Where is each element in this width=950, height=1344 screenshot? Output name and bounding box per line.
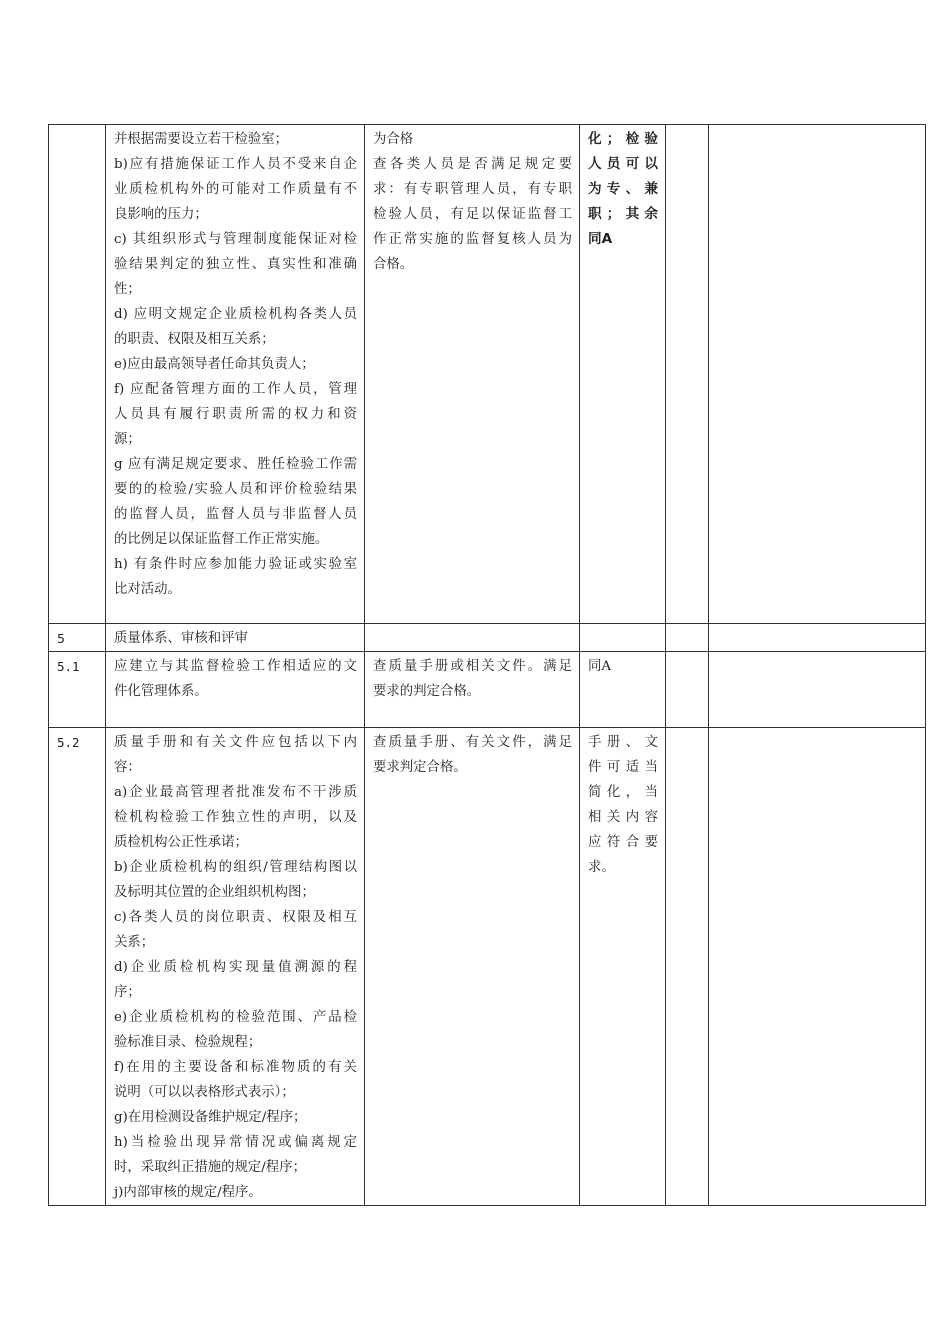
item-number-cell — [49, 125, 106, 624]
table-row — [49, 728, 926, 1206]
table-row — [49, 125, 926, 624]
remark-cell — [709, 728, 926, 1206]
note-cell — [580, 624, 666, 652]
requirement-cell: 质量手册和有关文件应包括以下内 容： a)企业最高管理者批准发布不干涉质 检机构检验工作独立性的声明，以及 质检机构公正性承诺； b)企业质检机构的组织/管理结构图以 及标明其位置的企业组织机构图； c)各类人员的岗位职责、权限及相互 关系； d)企业质检机构实现量值溯源的程 序； e)企业质检机构的检验范围、产品检 验标准目录、检验规程； f)在用的主要设备和标准物质的有关 说明（可以以表格形式表示）； g)在用检测设备维护规定/程序； h)当检验出现异常情况或偏离规定 时，采取纠正措施的规定/程序； j)内部审核的规定/程序。 — [106, 728, 365, 1206]
method-cell: 为合格 查各类人员是否满足规定要 求：有专职管理人员，有专职 检验人员，有足以保证监督工 作正常实施的监督复核人员为 合格。 — [365, 125, 580, 624]
item-number-cell: 5.2 — [49, 728, 106, 1206]
method-cell — [365, 624, 580, 652]
requirement-cell: 并根据需要设立若干检验室； b)应有措施保证工作人员不受来自企 业质检机构外的可能对工作质量有不 良影响的压力； c) 其组织形式与管理制度能保证对检 验结果判定的独立性、真实性和准确 性； d) 应明文规定企业质检机构各类人员 的职责、权限及相互关系； e)应由最高领导者任命其负责人； f) 应配备管理方面的工作人员，管理 人员具有履行职责所需的权力和资 源； g 应有满足规定要求、胜任检验工作需 要的的检验/实验人员和评价检验结果 的监督人员，监督人员与非监督人员 的比例足以保证监督工作正常实施。 h) 有条件时应参加能力验证或实验室 比对活动。 — [106, 125, 365, 624]
result-cell — [666, 624, 709, 652]
requirement-cell: 应建立与其监督检验工作相适应的文 件化管理体系。 — [106, 652, 365, 728]
item-number-cell: 5.1 — [49, 652, 106, 728]
result-cell — [666, 125, 709, 624]
remark-cell — [709, 125, 926, 624]
note-cell: 手册、文 件可适当 简化，当 相关内容 应符合要 求。 — [580, 728, 666, 1206]
item-number-cell: 5 — [49, 624, 106, 652]
requirement-cell: 质量体系、审核和评审 — [106, 624, 365, 652]
inspection-table — [48, 124, 926, 1206]
remark-cell — [709, 624, 926, 652]
method-cell: 查质量手册或相关文件。满足 要求的判定合格。 — [365, 652, 580, 728]
note-cell: 同A — [580, 652, 666, 728]
table-row — [49, 624, 926, 652]
remark-cell — [709, 652, 926, 728]
result-cell — [666, 652, 709, 728]
table-row — [49, 652, 926, 728]
note-cell: 化；检验 人员可以 为专、兼 职；其余 同A — [580, 125, 666, 624]
result-cell — [666, 728, 709, 1206]
method-cell: 查质量手册、有关文件，满足 要求判定合格。 — [365, 728, 580, 1206]
